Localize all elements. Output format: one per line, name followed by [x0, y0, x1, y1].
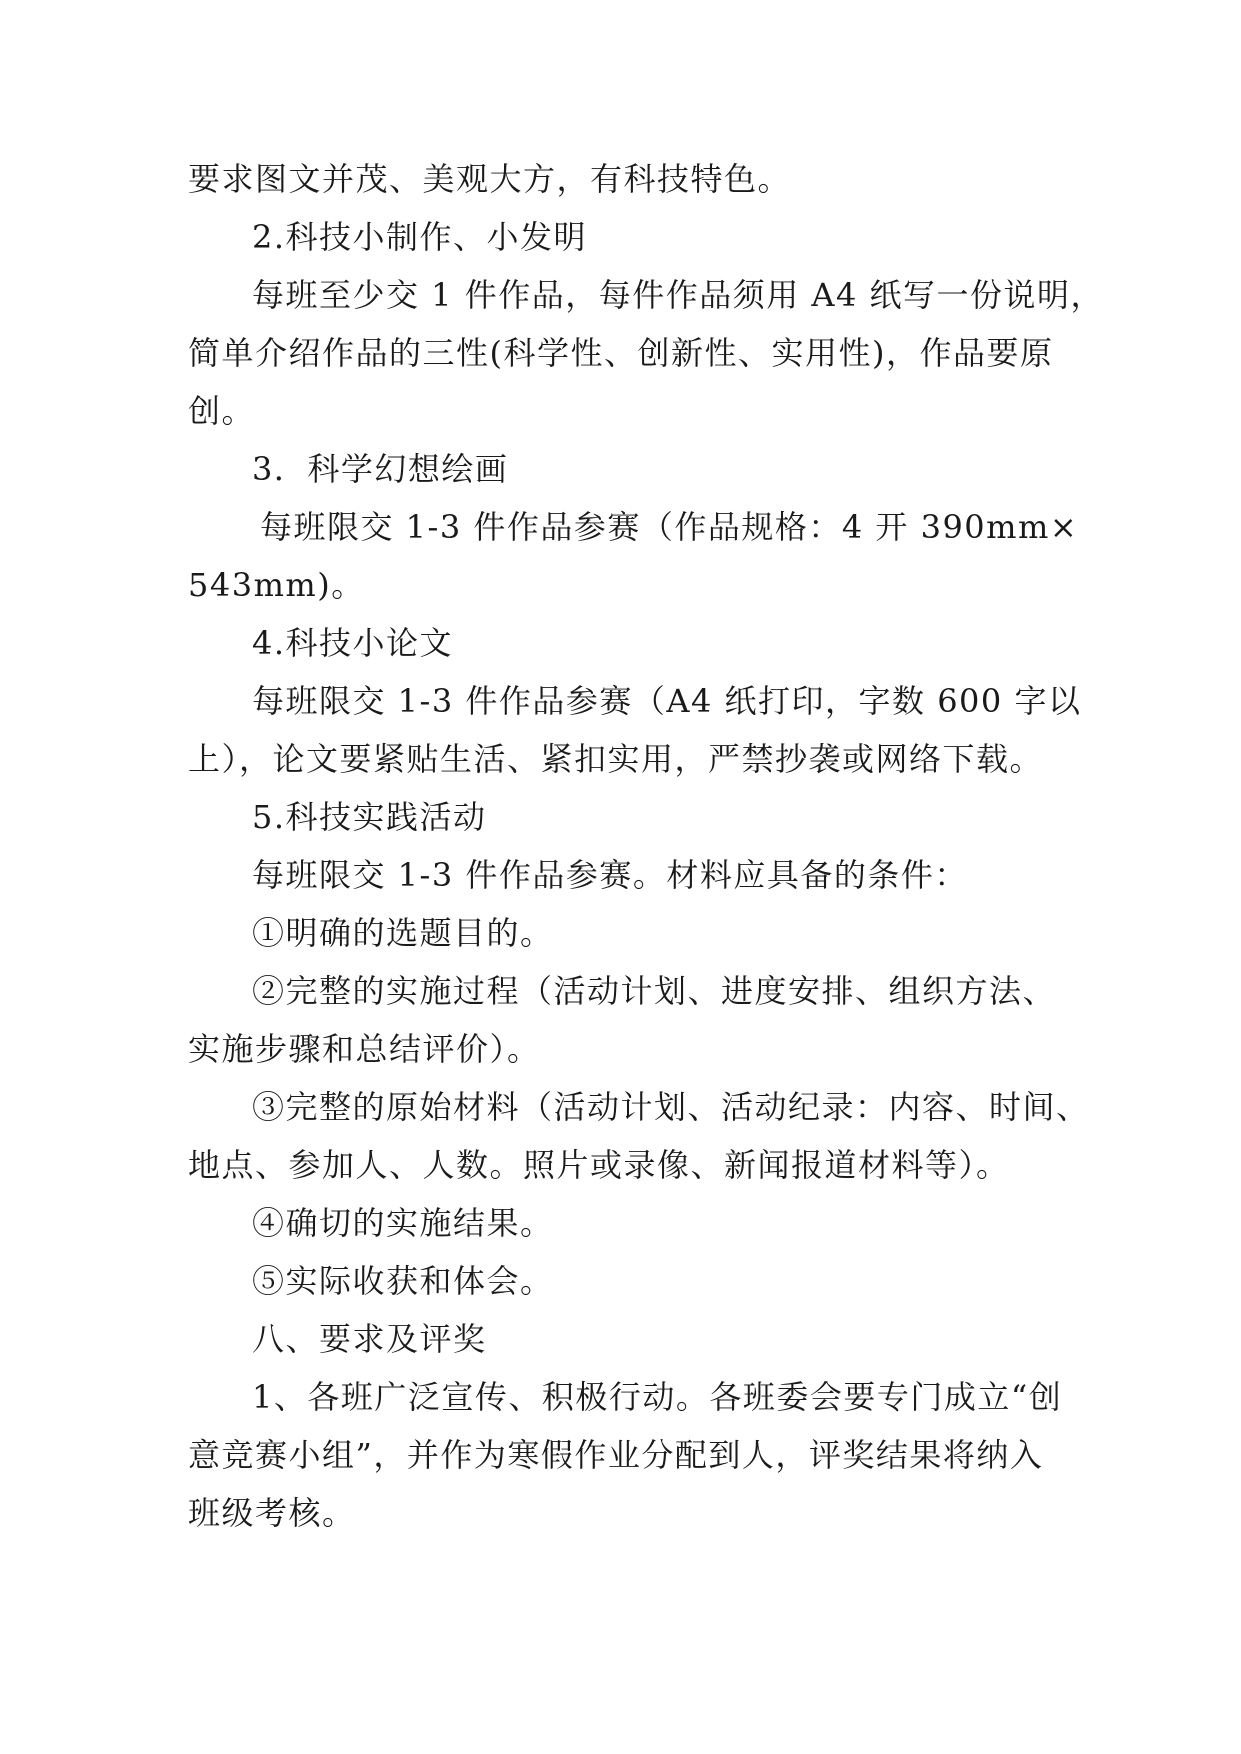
paragraph-line: 地点、参加人、人数。照片或录像、新闻报道材料等）。 — [188, 1146, 1010, 1184]
paragraph-line: 每班限交 1-3 件作品参赛（作品规格：4 开 390mm× — [260, 508, 1079, 546]
paragraph-line: 要求图文并茂、美观大方，有科技特色。 — [188, 160, 792, 198]
paragraph-line: 每班至少交 1 件作品，每件作品须用 A4 纸写一份说明， — [252, 276, 1105, 314]
list-item-4: ④确切的实施结果。 — [252, 1204, 554, 1242]
paragraph-line: 班级考核。 — [188, 1494, 356, 1532]
list-item-2: ②完整的实施过程（活动计划、进度安排、组织方法、 — [252, 972, 1057, 1010]
list-item-3: ③完整的原始材料（活动计划、活动纪录：内容、时间、 — [252, 1088, 1090, 1126]
section-heading-3: 3．科学幻想绘画 — [252, 450, 509, 488]
list-item-5: ⑤实际收获和体会。 — [252, 1262, 554, 1300]
paragraph-line: 上），论文要紧贴生活、紧扣实用，严禁抄袭或网络下载。 — [188, 740, 1044, 778]
paragraph-line: 创。 — [188, 392, 256, 430]
section-heading-2: 2.科技小制作、小发明 — [252, 218, 588, 256]
paragraph-line: 1、各班广泛宣传、积极行动。各班委会要专门成立“创 — [252, 1378, 1063, 1416]
section-heading-5: 5.科技实践活动 — [252, 798, 487, 836]
section-heading-8: 八、要求及评奖 — [252, 1320, 487, 1358]
paragraph-line: 每班限交 1-3 件作品参赛。材料应具备的条件： — [252, 856, 968, 894]
document-body — [188, 150, 1105, 1542]
list-item-1: ①明确的选题目的。 — [252, 914, 554, 952]
paragraph-line: 543mm)。 — [188, 566, 365, 604]
paragraph-line: 实施步骤和总结评价）。 — [188, 1030, 541, 1068]
paragraph-line: 意竞赛小组”，并作为寒假作业分配到人，评奖结果将纳入 — [188, 1436, 1044, 1474]
paragraph-line: 简单介绍作品的三性(科学性、创新性、实用性)，作品要原 — [188, 334, 1054, 372]
section-heading-4: 4.科技小论文 — [252, 624, 454, 662]
paragraph-line: 每班限交 1-3 件作品参赛（A4 纸打印，字数 600 字以 — [252, 682, 1082, 720]
